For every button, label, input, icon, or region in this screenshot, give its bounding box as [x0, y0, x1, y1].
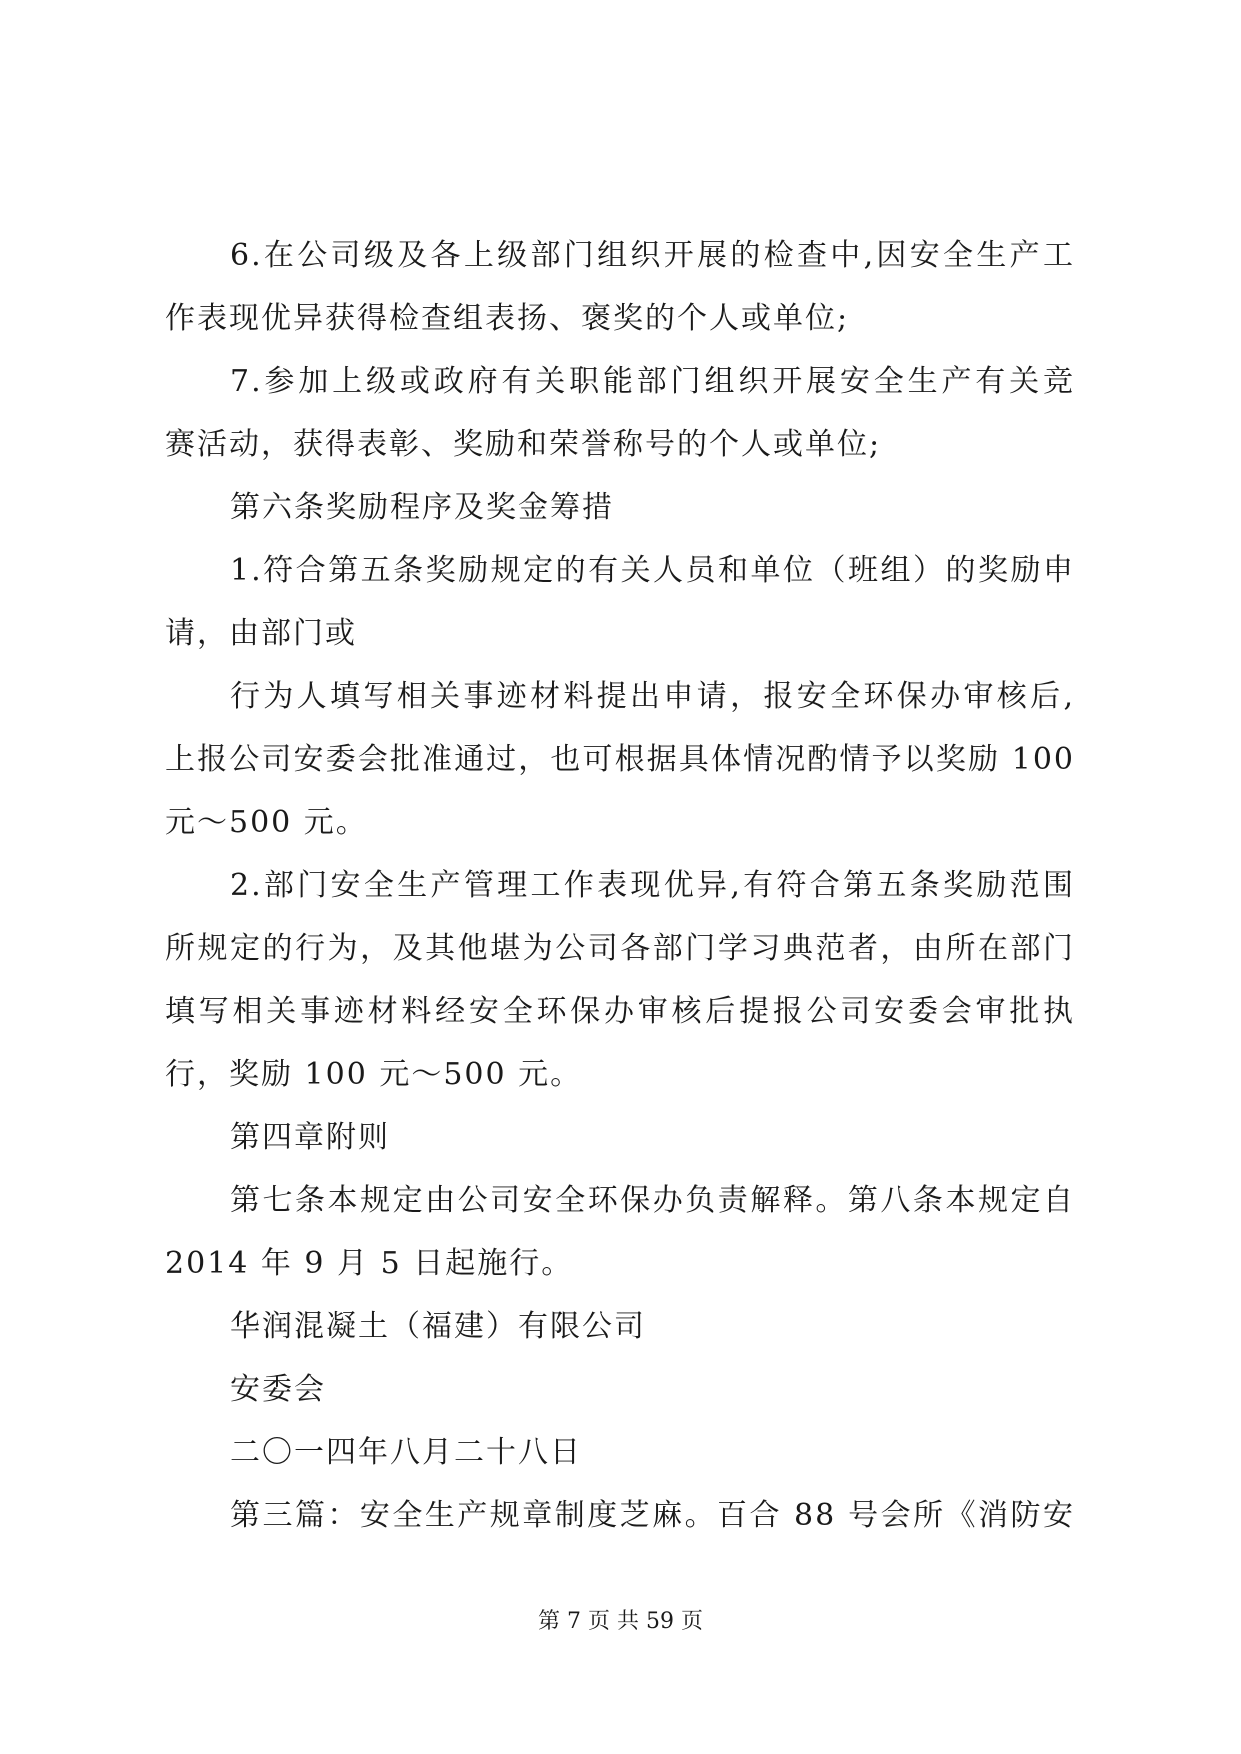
- paragraph-line: 请，由部门或: [165, 616, 357, 651]
- paragraph-line: 2.部门安全生产管理工作表现优异,有符合第五条奖励范围: [230, 868, 1075, 903]
- paragraph-line: 6.在公司级及各上级部门组织开展的检查中,因安全生产工: [230, 238, 1075, 273]
- signature-company: 华润混凝土（福建）有限公司: [230, 1309, 646, 1344]
- page-number-footer: 第 7 页 共 59 页: [538, 1609, 703, 1634]
- paragraph-line: 1.符合第五条奖励规定的有关人员和单位（班组）的奖励申: [230, 553, 1075, 588]
- paragraph-line: 行为人填写相关事迹材料提出申请，报安全环保办审核后,: [230, 679, 1075, 714]
- paragraph-line: 7.参加上级或政府有关职能部门组织开展安全生产有关竞: [230, 364, 1075, 399]
- chapter-heading: 第四章附则: [230, 1120, 390, 1155]
- paragraph-line: 上报公司安委会批准通过，也可根据具体情况酌情予以奖励 100: [165, 742, 1075, 777]
- paragraph-line: 行，奖励 100 元～500 元。: [165, 1057, 583, 1092]
- paragraph-line: 第七条本规定由公司安全环保办负责解释。第八条本规定自: [230, 1183, 1075, 1218]
- signature-date: 二〇一四年八月二十八日: [230, 1435, 582, 1470]
- paragraph-line: 2014 年 9 月 5 日起施行。: [165, 1246, 574, 1281]
- paragraph-line: 所规定的行为，及其他堪为公司各部门学习典范者，由所在部门: [165, 931, 1075, 966]
- section-heading: 第六条奖励程序及奖金筹措: [230, 490, 614, 525]
- signature-committee: 安委会: [230, 1372, 326, 1407]
- paragraph-line: 赛活动，获得表彰、奖励和荣誉称号的个人或单位;: [165, 427, 882, 462]
- document-body: [165, 224, 1075, 1547]
- paragraph-line: 元～500 元。: [165, 805, 368, 840]
- paragraph-line: 作表现优异获得检查组表扬、褒奖的个人或单位;: [165, 301, 850, 336]
- paragraph-line: 填写相关事迹材料经安全环保办审核后提报公司安委会审批执: [165, 994, 1075, 1029]
- paragraph-line: 第三篇：安全生产规章制度芝麻。百合 88 号会所《消防安: [230, 1498, 1075, 1533]
